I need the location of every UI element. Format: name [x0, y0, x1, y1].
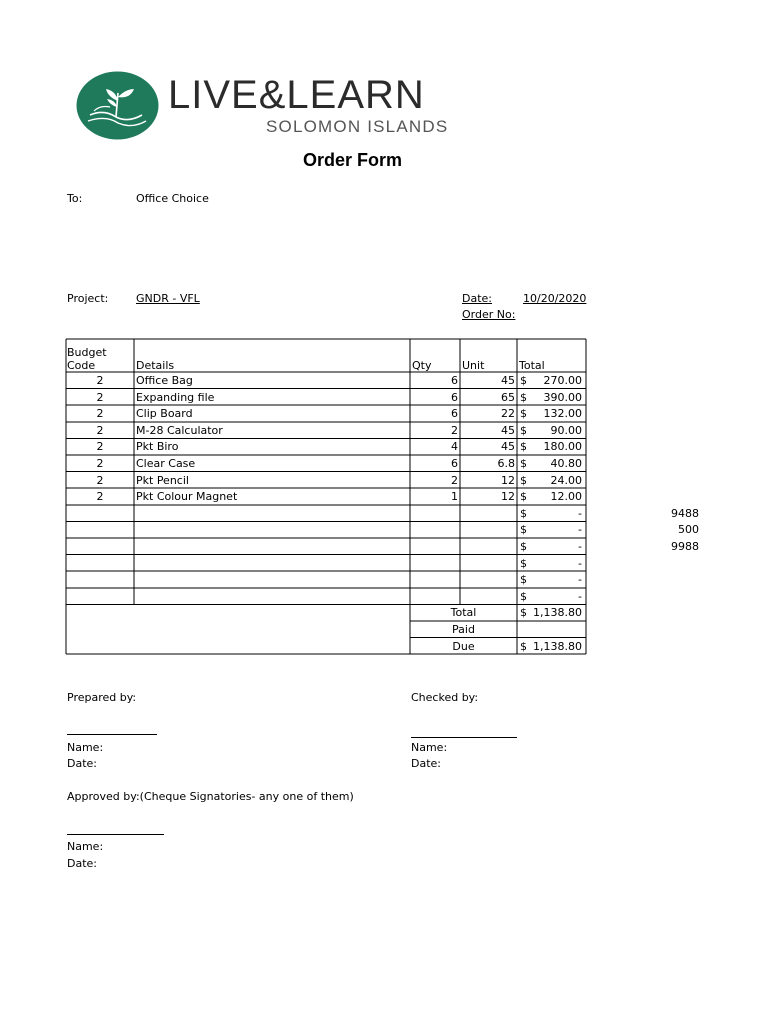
approved-by-label: Approved by:(Cheque Signatories- any one of them) [67, 790, 354, 803]
summary-currency-symbol: $ [520, 606, 527, 620]
total-cell: 90.00 [550, 423, 582, 437]
total-cell: - [578, 556, 582, 570]
logo-title: LIVE&LEARN [168, 73, 425, 117]
unit-cell: 45 [501, 423, 515, 437]
currency-symbol-cell: $ [520, 407, 527, 421]
qty-cell: 1 [451, 490, 458, 504]
page-title: Order Form [302, 150, 403, 170]
budget-code-cell: 2 [96, 423, 104, 437]
budget-header-line2: Code [67, 359, 96, 372]
total-cell: 12.00 [550, 490, 582, 504]
side-number-cell: 9488 [671, 506, 699, 520]
currency-symbol-cell: $ [520, 457, 527, 470]
qty-cell: 2 [451, 473, 458, 487]
unit-cell: 45 [501, 374, 515, 387]
order-no-label: Order No: [462, 308, 516, 321]
total-cell: 270.00 [543, 374, 582, 387]
column-header-details: Details [136, 359, 175, 372]
checked-name-label: Name: [411, 741, 448, 754]
budget-code-cell: 2 [96, 473, 104, 487]
qty-cell: 6 [451, 390, 458, 404]
qty-cell: 6 [451, 407, 458, 421]
currency-symbol-cell: $ [520, 390, 527, 404]
total-cell: - [578, 573, 582, 587]
details-cell: Clear Case [136, 457, 196, 470]
currency-symbol-cell: $ [520, 540, 527, 553]
unit-cell: 65 [501, 390, 515, 404]
budget-code-cell: 2 [96, 374, 104, 387]
total-cell: - [578, 589, 582, 603]
prepared-by-signature-line [67, 734, 157, 735]
approved-name-label: Name: [67, 840, 104, 853]
prepared-name-label: Name: [67, 741, 104, 754]
currency-symbol-cell: $ [520, 490, 527, 504]
column-header-qty: Qty [412, 359, 432, 372]
details-cell: Clip Board [136, 407, 193, 421]
total-cell: 40.80 [550, 457, 582, 470]
details-cell: Expanding file [136, 390, 215, 404]
currency-symbol-cell: $ [520, 589, 527, 603]
details-cell: Pkt Pencil [136, 473, 189, 487]
budget-code-cell: 2 [96, 440, 104, 454]
unit-cell: 12 [501, 473, 515, 487]
currency-symbol-cell: $ [520, 556, 527, 570]
budget-code-cell: 2 [96, 457, 104, 470]
column-header-total: Total [519, 359, 545, 372]
total-cell: 390.00 [543, 390, 582, 404]
summary-value: 1,138.80 [533, 639, 582, 653]
total-cell: - [578, 506, 582, 520]
approved-date-label: Date: [67, 857, 97, 870]
currency-symbol-cell: $ [520, 374, 527, 387]
currency-symbol-cell: $ [520, 440, 527, 454]
total-cell: 24.00 [550, 473, 582, 487]
column-header-budget-code [67, 346, 107, 372]
details-cell: Office Bag [136, 374, 193, 387]
date-label: Date: [462, 292, 492, 305]
budget-header-line1: Budget [67, 346, 107, 359]
logo-subtitle: SOLOMON ISLANDS [266, 117, 449, 136]
qty-cell: 2 [451, 423, 458, 437]
to-label: To: [67, 192, 83, 205]
prepared-by-label: Prepared by: [67, 691, 137, 704]
prepared-date-label: Date: [67, 757, 97, 770]
date-value: 10/20/2020 [523, 292, 587, 305]
project-value: GNDR - VFL [136, 292, 200, 305]
summary-label: Total [450, 606, 477, 620]
summary-value: 1,138.80 [533, 606, 582, 620]
total-cell: - [578, 540, 582, 553]
unit-cell: 22 [501, 407, 515, 421]
project-label: Project: [67, 292, 109, 305]
currency-symbol-cell: $ [520, 506, 527, 520]
currency-symbol-cell: $ [520, 423, 527, 437]
summary-label: Paid [452, 623, 475, 636]
currency-symbol-cell: $ [520, 473, 527, 487]
currency-symbol-cell: $ [520, 523, 527, 537]
summary-currency-symbol: $ [520, 639, 527, 653]
checked-date-label: Date: [411, 757, 441, 770]
unit-cell: 45 [501, 440, 515, 454]
checked-by-label: Checked by: [411, 691, 479, 704]
qty-cell: 4 [451, 440, 458, 454]
approved-by-signature-line [67, 834, 164, 835]
column-header-unit: Unit [462, 359, 485, 372]
qty-cell: 6 [451, 457, 458, 470]
details-cell: Pkt Colour Magnet [136, 490, 238, 504]
details-cell: Pkt Biro [136, 440, 179, 454]
budget-code-cell: 2 [96, 407, 104, 421]
side-number-cell: 9988 [671, 540, 699, 553]
to-value: Office Choice [136, 192, 209, 205]
summary-label: Due [452, 639, 475, 653]
qty-cell: 6 [451, 374, 458, 387]
unit-cell: 6.8 [497, 457, 515, 470]
currency-symbol-cell: $ [520, 573, 527, 587]
budget-code-cell: 2 [96, 390, 104, 404]
unit-cell: 12 [501, 490, 515, 504]
total-cell: 132.00 [543, 407, 582, 421]
side-number-cell: 500 [678, 523, 699, 537]
total-cell: 180.00 [543, 440, 582, 454]
budget-code-cell: 2 [96, 490, 104, 504]
details-cell: M-28 Calculator [136, 423, 223, 437]
total-cell: - [578, 523, 582, 537]
checked-by-signature-line [411, 737, 517, 738]
